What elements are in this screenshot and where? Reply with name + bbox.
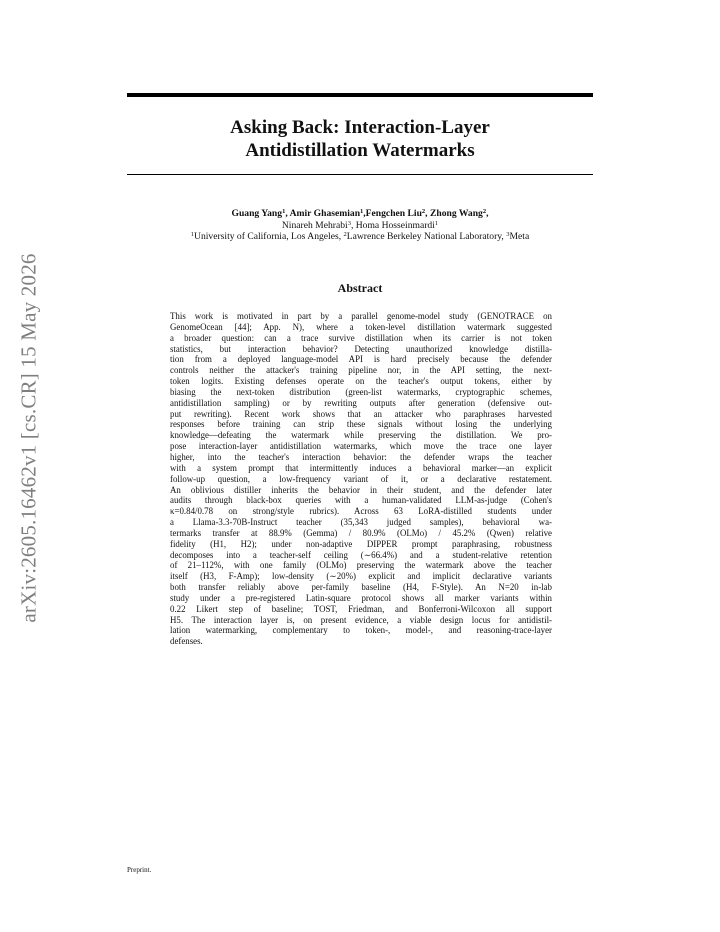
abstract-line: An oblivious distiller inherits the behavior in their student, and the defender later [170, 484, 552, 495]
abstract-line: H5. The interaction layer is, on present evidence, a viable design locus for antidistil- [170, 614, 552, 625]
abstract-line: 0.22 Likert step of baseline; TOST, Friedman, and Bonferroni-Wilcoxon all support [170, 603, 552, 614]
abstract-line: tion from a deployed language-model API is hard precisely because the defender [170, 354, 552, 365]
abstract-line: statistics, but interaction behavior? Detecting unauthorized knowledge distilla- [170, 343, 552, 354]
abstract-line: study under a pre-registered Latin-square protocol shows all marker variants within [170, 592, 552, 603]
title-top-rule [127, 93, 593, 97]
title-line: Asking Back: Interaction-Layer [230, 117, 490, 138]
abstract-line: a broader question: can a trace survive distillation when its carrier is not token [170, 332, 552, 343]
arxiv-identifier: arXiv:2605.16462v1 [cs.CR] 15 May 2026 [16, 253, 41, 623]
paper-title [127, 116, 593, 162]
abstract-line: with a system prompt that intermittently induces a behavioral marker—an explicit [170, 462, 552, 473]
abstract-line: GenomeOcean [44]; App. N), where a token-level distillation watermark suggested [170, 321, 552, 332]
abstract-body [170, 311, 552, 647]
abstract-line: put rewriting). Recent work shows that an attacker who paraphrases harvested [170, 408, 552, 419]
abstract-line: audits through black-box queries with a human-validated LLM-as-judge (Cohen's [170, 495, 552, 506]
preprint-footer: Preprint. [127, 866, 152, 874]
abstract-line: both transfer reliably above per-family baseline (H4, F-Style). An N=20 in-lab [170, 582, 552, 593]
abstract-line: This work is motivated in part by a parallel genome-model study (GENOTRACE on [170, 311, 552, 321]
abstract-line: termarks transfer at 88.9% (Gemma) / 80.9% (OLMo) / 45.2% (Qwen) relative [170, 527, 552, 538]
abstract-line: decomposes into a teacher-self ceiling (∼66.4%) and a student-relative retention [170, 549, 552, 560]
title-bottom-rule [127, 174, 593, 175]
abstract-line: of 21–112%, with one family (OLMo) preserving the watermark above the teacher [170, 560, 552, 571]
title-line: Antidistillation Watermarks [245, 140, 475, 161]
abstract-line: pose interaction-layer antidistillation watermarks, which move the trace one layer [170, 441, 552, 452]
abstract-line: controls neither the attacker's training pipeline nor, in the API setting, the next- [170, 365, 552, 376]
abstract-line: κ=0.84/0.78 on strong/style rubrics). Across 63 LoRA-distilled students under [170, 506, 552, 517]
abstract-line: fidelity (H1, H2); under non-adaptive DIPPER prompt paraphrasing, robustness [170, 538, 552, 549]
abstract-line: responses before training can strip these signals without losing the underlying [170, 419, 552, 430]
author-names: Guang Yang$^1$, Amir Ghasemian$^1$,Fengchen Liu$^2$, Zhong Wang$^2$, [231, 208, 489, 219]
abstract-line: lation watermarking, complementary to token-, model-, and reasoning-trace-layer [170, 625, 552, 636]
abstract-line: follow-up question, a low-frequency variant of it, or a declarative restatement. [170, 473, 552, 484]
author-affiliations: $^1$University of California, Los Angeles, $^2$Lawrence Berkeley National Laboratory, $^3$Meta [190, 231, 530, 242]
abstract-line: biasing the next-token distribution (green-list watermarks, cryptographic schemes, [170, 386, 552, 397]
abstract-line: antidistillation sampling) or by rewriting outputs after generation (defensive out- [170, 397, 552, 408]
abstract-heading: Abstract [337, 281, 383, 295]
author-names-secondary: Ninareh Mehrabi$^3$, Homa Hosseinmardi$^1$ [281, 219, 439, 231]
abstract-line: knowledge—defeating the watermark while preserving the distillation. We pro- [170, 430, 552, 441]
abstract-line: a Llama-3.3-70B-Instruct teacher (35,343 judged samples), behavioral wa- [170, 517, 552, 528]
author-block [100, 208, 620, 243]
abstract-line: defenses. [170, 636, 203, 647]
abstract-line: higher, into the teacher's interaction behavior: the defender wraps the teacher [170, 451, 552, 462]
abstract-line: itself (H3, F-Amp); low-density (∼20%) explicit and implicit declarative variants [170, 571, 552, 582]
abstract-line: token logits. Existing defenses operate on the teacher's output tokens, either by [170, 376, 552, 387]
